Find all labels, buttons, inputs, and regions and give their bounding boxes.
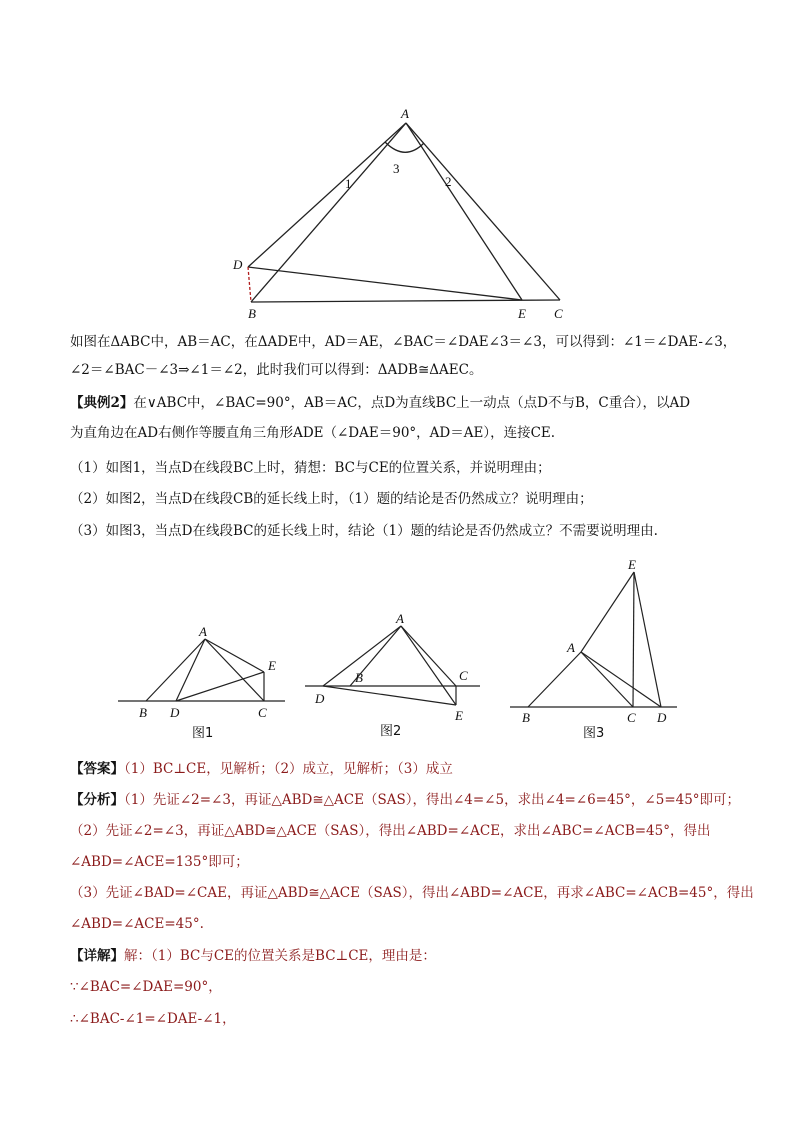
segment-AC	[406, 123, 560, 300]
segment-DE	[248, 267, 522, 300]
angle-3-arc	[385, 142, 424, 152]
fig2-label-E: E	[455, 708, 463, 723]
label-D: D	[233, 257, 243, 272]
detail-text-1: 解：（1）BC与CE的位置关系是BC⊥CE，理由是：	[124, 948, 436, 964]
fig1-label-C: C	[258, 705, 267, 720]
detail-line-1	[70, 946, 730, 966]
fig3-label-D: D	[657, 710, 667, 725]
analysis-line-4: （3）先证∠BAD=∠CAE，再证△ABD≅△ACE（SAS），得出∠ABD=∠ACE，再求∠ABC=∠ACB=45°，得出	[70, 885, 754, 901]
fig1-label-A: A	[199, 624, 207, 639]
segment-DB-dashed	[248, 267, 251, 302]
label-angle-2: 2	[445, 174, 452, 189]
label-E: E	[518, 306, 526, 321]
answer-tag: 【答案】	[70, 761, 124, 777]
figure-3	[505, 555, 680, 733]
label-angle-1: 1	[345, 176, 352, 191]
intro-line-1: 如图在ΔABC中，AB＝AC，在ΔADE中，AD＝AE，∠BAC＝∠DAE∠3＝∠3，可以得到：∠1＝∠DAE-∠3，	[70, 334, 737, 350]
fig2-label-C: C	[459, 668, 468, 683]
analysis-line-1	[70, 790, 741, 810]
label-A: A	[401, 106, 409, 121]
analysis-line-3: ∠ABD=∠ACE=135°即可；	[70, 854, 249, 870]
example-line-2: 为直角边在AD右侧作等腰直角三角形ADE（∠DAE＝90°，AD＝AE），连接CE.	[70, 425, 556, 441]
fig3-label-A: A	[567, 640, 575, 655]
fig1-label-B: B	[139, 705, 147, 720]
answer-line	[70, 759, 730, 779]
intro-line-2: ∠2＝∠BAC－∠3⇒∠1＝∠2，此时我们可以得到：ΔADB≅ΔAEC。	[70, 362, 483, 378]
main-figure	[220, 100, 580, 325]
fig3-caption: 图3	[583, 726, 605, 741]
analysis-line-2: （2）先证∠2=∠3，再证△ABD≅△ACE（SAS），得出∠ABD=∠ACE，求出∠ABC=∠ACB=45°，得出	[70, 823, 711, 839]
detail-line-2: ∵∠BAC=∠DAE=90°，	[70, 979, 222, 995]
fig2-label-A: A	[396, 611, 404, 626]
label-angle-3: 3	[393, 161, 400, 176]
example-line-1	[70, 393, 730, 413]
fig3-label-C: C	[627, 710, 636, 725]
segment-AE	[406, 123, 522, 300]
analysis-text-1: （1）先证∠2=∠3，再证△ABD≅△ACE（SAS），得出∠4=∠5，求出∠4=∠6=45°，∠5=45°即可；	[124, 792, 741, 808]
analysis-line-5: ∠ABD=∠ACE=45°.	[70, 916, 204, 932]
segment-BC	[251, 300, 560, 302]
analysis-tag: 【分析】	[70, 792, 124, 808]
question-1: （1）如图1，当点D在线段BC上时，猜想：BC与CE的位置关系，并说明理由；	[70, 460, 551, 476]
question-3: （3）如图3，当点D在线段BC的延长线上时，结论（1）题的结论是否仍然成立？不需要说明理由.	[70, 523, 658, 539]
fig2-caption: 图2	[380, 724, 402, 739]
example-tag: 【典例2】	[70, 395, 134, 411]
segment-AD	[248, 123, 406, 267]
label-C: C	[554, 306, 563, 321]
fig1-label-E: E	[268, 658, 276, 673]
fig2-label-B: B	[355, 670, 363, 685]
fig3-label-B: B	[522, 710, 530, 725]
fig2-label-D: D	[315, 691, 325, 706]
fig3-label-E: E	[628, 557, 636, 572]
example-text-1: 在∨ABC中，∠BAC=90°，AB＝AC，点D为直线BC上一动点（点D不与B，C重合），以AD	[133, 395, 691, 411]
answer-text: （1）BC⊥CE，见解析；（2）成立，见解析；（3）成立	[124, 761, 453, 777]
fig1-label-D: D	[170, 705, 180, 720]
segment-AB	[251, 123, 406, 302]
figure-2	[300, 608, 490, 730]
label-B: B	[248, 306, 256, 321]
detail-line-3: ∴∠BAC-∠1=∠DAE-∠1，	[70, 1011, 236, 1027]
fig1-caption: 图1	[192, 726, 214, 741]
question-2: （2）如图2，当点D在线段CB的延长线上时，（1）题的结论是否仍然成立？说明理由；	[70, 491, 593, 507]
detail-tag: 【详解】	[70, 948, 124, 964]
